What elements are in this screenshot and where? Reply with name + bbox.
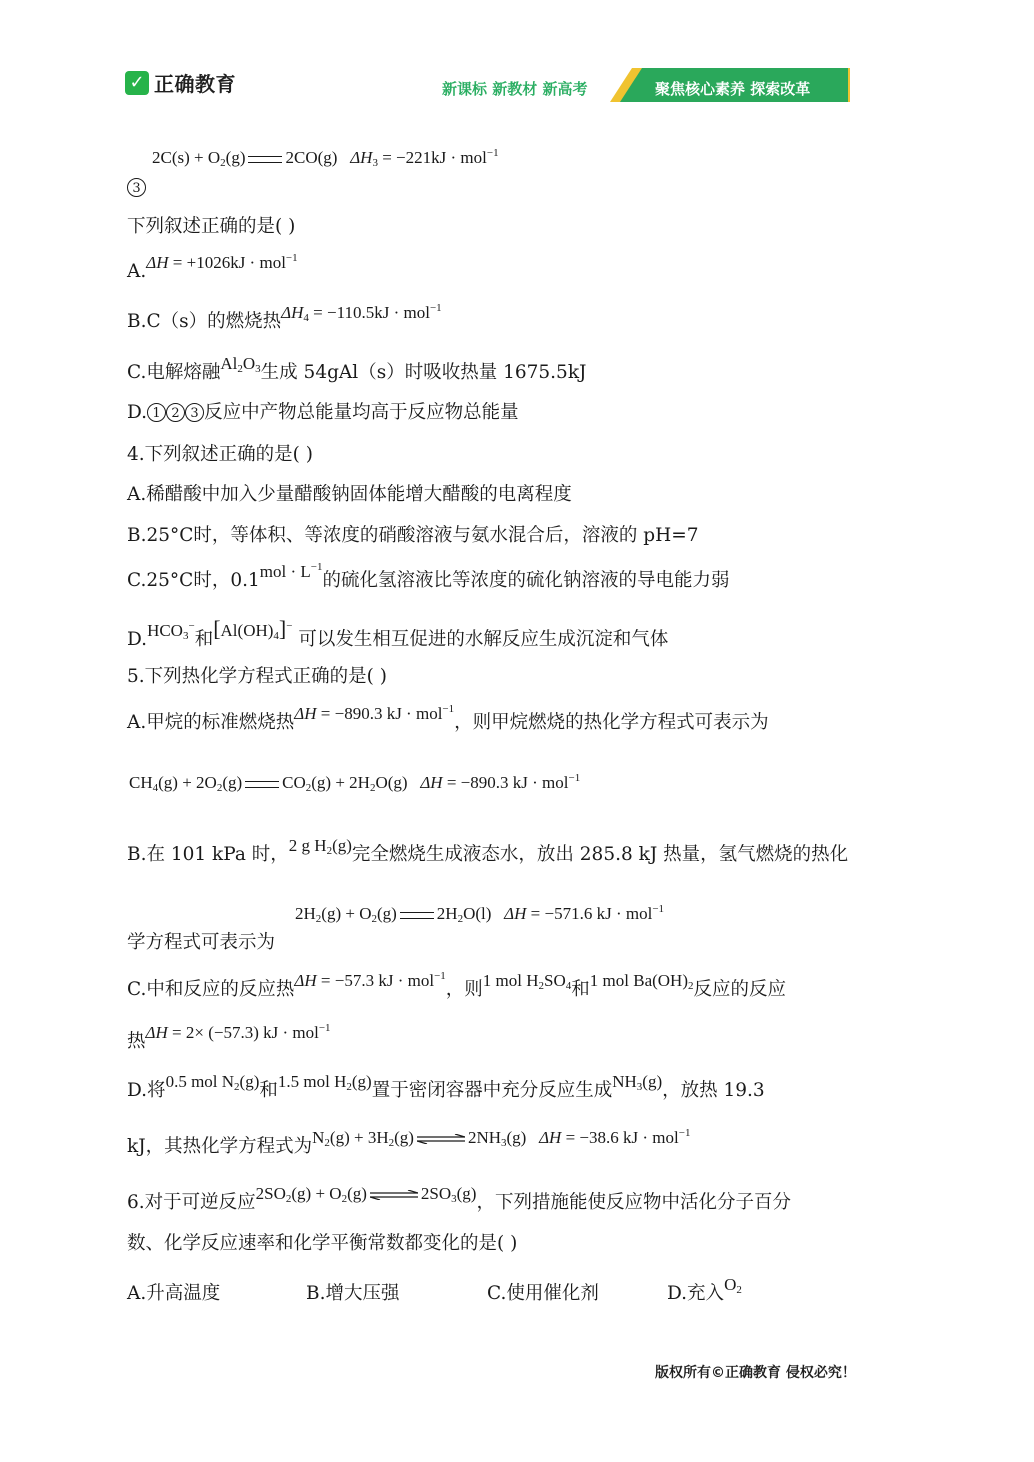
equation-3: $2C(s) + O_2(g)$ 2CO(g) $\Delta H_3 = -221kJ \cdot mol^{-1}$ <box>152 147 499 169</box>
q5-option-b: B.在 101 kPa 时，2 g $H_2(g)$完全燃烧生成液态水，放出 285.8 kJ 热量，氢气燃烧的热化 <box>127 836 849 865</box>
header-slogan-right: 聚焦核心素养 探索改革 <box>655 80 811 98</box>
q6-option-d: D.充入$O_2$ <box>667 1275 742 1304</box>
q4-option-a: A.稀醋酸中加入少量醋酸钠固体能增大醋酸的电离程度 <box>127 484 572 505</box>
equals-arrow <box>248 156 282 163</box>
q4-option-b: B.25°C时，等体积、等浓度的硝酸溶液与氨水混合后，溶液的 pH=7 <box>127 525 699 546</box>
q3-stem: 下列叙述正确的是( ) <box>127 216 296 237</box>
q6-stem: 6.对于可逆反应$2SO_2(g) + O_2(g)$ $2SO_3(g)$，下列措施能使反应物中活化分子百分 <box>127 1184 791 1213</box>
q6-option-b: B.增大压强 <box>306 1283 400 1304</box>
q3-option-b: B.C（s）的燃烧热$\Delta H_4 = -110.5kJ \cdot mol^{-1}$ <box>127 302 442 332</box>
check-icon: ✓ <box>125 71 149 95</box>
q5-option-a: A.甲烷的标准燃烧热ΔH = −890.3 kJ · mol$^{-1}$，则甲烷燃烧的热化学方程式可表示为 <box>127 703 769 733</box>
q5-equation-a: $CH_4(g) + 2O_2(g) CO_2(g) + 2H_2O(g)$ ΔH = −890.3 kJ · mol$^{-1}$ <box>129 772 581 794</box>
q4-stem: 4.下列叙述正确的是( ) <box>127 444 313 465</box>
q3-option-a: A.ΔH = +1026kJ · mol$^{-1}$ <box>127 252 298 282</box>
q5-stem: 5.下列热化学方程式正确的是( ) <box>127 666 387 687</box>
q6-stem-tail: 数、化学反应速率和化学平衡常数都变化的是( ) <box>127 1233 518 1254</box>
q3-option-d: D. 1 2 3 反应中产物总能量均高于反应物总能量 <box>127 402 519 423</box>
q5-equation-b: $2H_2(g) + O_2(g)$ $2H_2O(l)$ ΔH = −571.6 kJ · mol$^{-1}$ <box>295 903 665 925</box>
q3-option-c: C.电解熔融$Al_2O_3$生成 54gAl（s）时吸收热量 1675.5kJ <box>127 354 587 383</box>
equals-arrow <box>245 781 279 788</box>
copyright-footer: 版权所有©正确教育 侵权必究！ <box>655 1365 856 1381</box>
equation-3-marker: 3 <box>127 176 146 200</box>
brand-logo <box>125 68 236 97</box>
equals-arrow <box>400 912 434 919</box>
reversible-arrow <box>370 1190 418 1200</box>
q5-option-b-tail: 学方程式可表示为 <box>127 932 276 953</box>
q4-option-c: C.25°C时，$0.1mol \cdot L^{-1}$的硫化氢溶液比等浓度的硫化钠溶液的导电能力弱 <box>127 561 730 591</box>
header-slogan-left: 新课标 新教材 新高考 <box>442 80 588 98</box>
reversible-arrow <box>417 1134 465 1144</box>
q5-option-c-tail: 热ΔH = 2× (−57.3) kJ · mol$^{-1}$ <box>127 1022 331 1052</box>
brand-name: 正确教育 <box>154 72 236 96</box>
q5-option-c: C.中和反应的反应热ΔH = −57.3 kJ · mol$^{-1}$，则1 mol $H_2SO_4$和1 mol $Ba(OH)_2$反应的反应 <box>127 970 787 1000</box>
q5-option-d: D.将0.5 mol $N_2(g)$和1.5 mol $H_2(g)$置于密闭容器中充分反应生成$NH_3(g)$，放热 19.3 <box>127 1072 765 1101</box>
q4-option-d: $D.HCO_3^-$和$[Al(OH)_4]^-$ 可以发生相互促进的水解反应生成沉淀和气体 <box>127 616 669 650</box>
q5-option-d-tail: kJ，其热化学方程式为$N_2(g) + 3H_2(g)$ $2NH_3(g)$ ΔH = −38.6 kJ · mol$^{-1}$ <box>127 1127 691 1157</box>
q6-option-c: C.使用催化剂 <box>487 1283 599 1304</box>
q6-option-a: A.升高温度 <box>127 1283 221 1304</box>
